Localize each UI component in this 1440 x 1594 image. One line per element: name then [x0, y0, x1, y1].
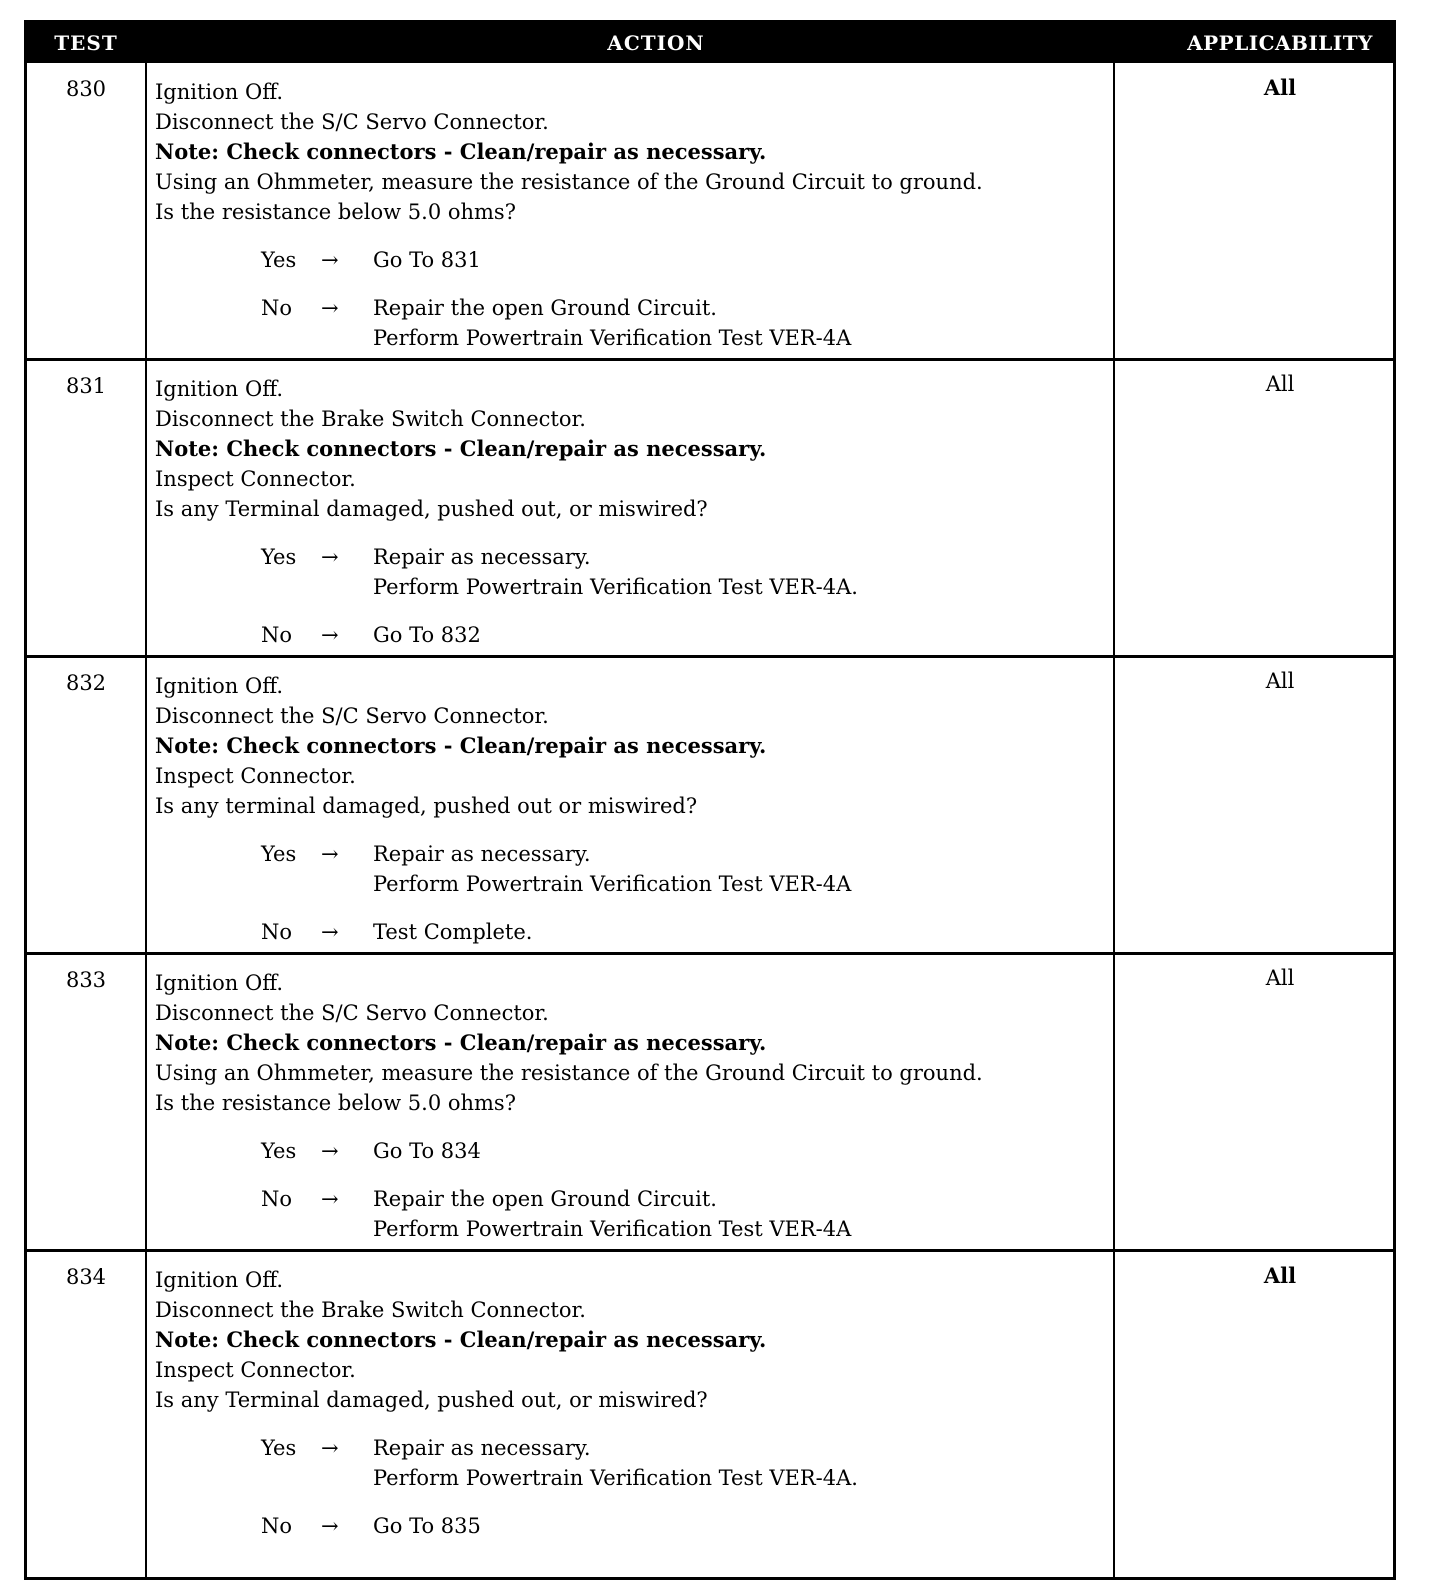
action-line: Inspect Connector.	[155, 1358, 356, 1382]
outcomes	[155, 839, 1155, 947]
no-outcome	[155, 917, 1155, 947]
yes-result	[373, 1433, 1155, 1493]
table-row	[27, 657, 1393, 954]
result-line: Go To 832	[373, 623, 481, 647]
yes-outcome	[155, 839, 1155, 899]
result-line: Go To 835	[373, 1514, 481, 1538]
note-line: Note: Check connectors - Clean/repair as necessary.	[155, 436, 767, 461]
table-row	[27, 63, 1393, 360]
action-line: Ignition Off.	[155, 674, 284, 698]
yes-outcome	[155, 245, 1155, 275]
arrow-icon: →	[321, 545, 339, 569]
result-line: Repair as necessary.	[373, 545, 591, 569]
yes-result	[373, 839, 1155, 899]
action-line: Ignition Off.	[155, 377, 284, 401]
test-number: 830	[65, 77, 107, 101]
action-line: Is the resistance below 5.0 ohms?	[155, 200, 516, 224]
action-line: Disconnect the Brake Switch Connector.	[155, 407, 586, 431]
action-cell	[155, 77, 1155, 371]
applicability-value: All	[1263, 1263, 1297, 1288]
yes-label: Yes	[261, 248, 297, 272]
result-line: Perform Powertrain Verification Test VER-4A	[373, 872, 852, 896]
applicability-value: All	[1263, 75, 1297, 100]
applicability-value: All	[1265, 669, 1295, 693]
arrow-icon: →	[321, 1514, 339, 1538]
arrow-icon: →	[321, 1139, 339, 1163]
outcomes	[155, 1433, 1155, 1541]
yes-label: Yes	[261, 1436, 297, 1460]
no-result	[373, 1184, 1155, 1244]
test-number: 832	[65, 671, 107, 695]
note-line: Note: Check connectors - Clean/repair as necessary.	[155, 733, 767, 758]
action-cell	[155, 1265, 1155, 1559]
action-line: Inspect Connector.	[155, 764, 356, 788]
arrow-icon: →	[321, 1436, 339, 1460]
outcomes	[155, 542, 1155, 650]
action-line: Is any Terminal damaged, pushed out, or miswired?	[155, 497, 708, 521]
arrow-icon: →	[321, 842, 339, 866]
action-line: Disconnect the Brake Switch Connector.	[155, 1298, 586, 1322]
action-cell	[155, 671, 1155, 965]
outcomes	[155, 245, 1155, 353]
yes-label: Yes	[261, 1139, 297, 1163]
no-result	[373, 620, 1155, 650]
no-outcome	[155, 1184, 1155, 1244]
outcomes	[155, 1136, 1155, 1244]
result-line: Test Complete.	[373, 920, 533, 944]
result-line: Repair the open Ground Circuit.	[373, 296, 717, 320]
no-result	[373, 917, 1155, 947]
yes-label: Yes	[261, 545, 297, 569]
diagnostic-test-table	[24, 20, 1396, 1580]
header-test: TEST	[54, 31, 118, 55]
applicability-value: All	[1265, 372, 1295, 396]
table-row	[27, 360, 1393, 657]
result-line: Repair as necessary.	[373, 1436, 591, 1460]
table-row	[27, 1251, 1393, 1548]
table-header	[27, 23, 1393, 63]
yes-outcome	[155, 1433, 1155, 1493]
action-line: Using an Ohmmeter, measure the resistance of the Ground Circuit to ground.	[155, 170, 983, 194]
no-outcome	[155, 1511, 1155, 1541]
action-line: Ignition Off.	[155, 971, 284, 995]
no-outcome	[155, 620, 1155, 650]
no-label: No	[261, 623, 293, 647]
no-result	[373, 293, 1155, 353]
test-number: 831	[65, 374, 107, 398]
test-number: 834	[65, 1265, 107, 1289]
result-line: Go To 834	[373, 1139, 481, 1163]
yes-outcome	[155, 1136, 1155, 1166]
result-line: Perform Powertrain Verification Test VER-4A.	[373, 1466, 858, 1490]
result-line: Perform Powertrain Verification Test VER-4A.	[373, 575, 858, 599]
header-action: ACTION	[607, 31, 705, 55]
arrow-icon: →	[321, 920, 339, 944]
result-line: Repair the open Ground Circuit.	[373, 1187, 717, 1211]
result-line: Perform Powertrain Verification Test VER-4A	[373, 326, 852, 350]
arrow-icon: →	[321, 248, 339, 272]
arrow-icon: →	[321, 1187, 339, 1211]
result-line: Perform Powertrain Verification Test VER-4A	[373, 1217, 852, 1241]
no-label: No	[261, 1187, 293, 1211]
action-cell	[155, 374, 1155, 668]
no-label: No	[261, 296, 293, 320]
note-line: Note: Check connectors - Clean/repair as necessary.	[155, 139, 767, 164]
yes-result	[373, 245, 1155, 275]
arrow-icon: →	[321, 623, 339, 647]
no-label: No	[261, 920, 293, 944]
header-applicability: APPLICABILITY	[1187, 31, 1373, 55]
note-line: Note: Check connectors - Clean/repair as necessary.	[155, 1030, 767, 1055]
no-result	[373, 1511, 1155, 1541]
action-line: Is any Terminal damaged, pushed out, or miswired?	[155, 1388, 708, 1412]
action-line: Disconnect the S/C Servo Connector.	[155, 110, 549, 134]
action-cell	[155, 968, 1155, 1262]
table-row	[27, 954, 1393, 1251]
arrow-icon: →	[321, 296, 339, 320]
result-line: Go To 831	[373, 248, 481, 272]
yes-label: Yes	[261, 842, 297, 866]
no-label: No	[261, 1514, 293, 1538]
note-line: Note: Check connectors - Clean/repair as necessary.	[155, 1327, 767, 1352]
yes-result	[373, 1136, 1155, 1166]
action-line: Inspect Connector.	[155, 467, 356, 491]
no-outcome	[155, 293, 1155, 353]
yes-outcome	[155, 542, 1155, 602]
action-line: Ignition Off.	[155, 80, 284, 104]
test-number: 833	[65, 968, 107, 992]
applicability-value: All	[1265, 966, 1295, 990]
result-line: Repair as necessary.	[373, 842, 591, 866]
action-line: Ignition Off.	[155, 1268, 284, 1292]
yes-result	[373, 542, 1155, 602]
action-line: Is any terminal damaged, pushed out or miswired?	[155, 794, 698, 818]
action-line: Using an Ohmmeter, measure the resistance of the Ground Circuit to ground.	[155, 1061, 983, 1085]
action-line: Disconnect the S/C Servo Connector.	[155, 1001, 549, 1025]
action-line: Is the resistance below 5.0 ohms?	[155, 1091, 516, 1115]
action-line: Disconnect the S/C Servo Connector.	[155, 704, 549, 728]
